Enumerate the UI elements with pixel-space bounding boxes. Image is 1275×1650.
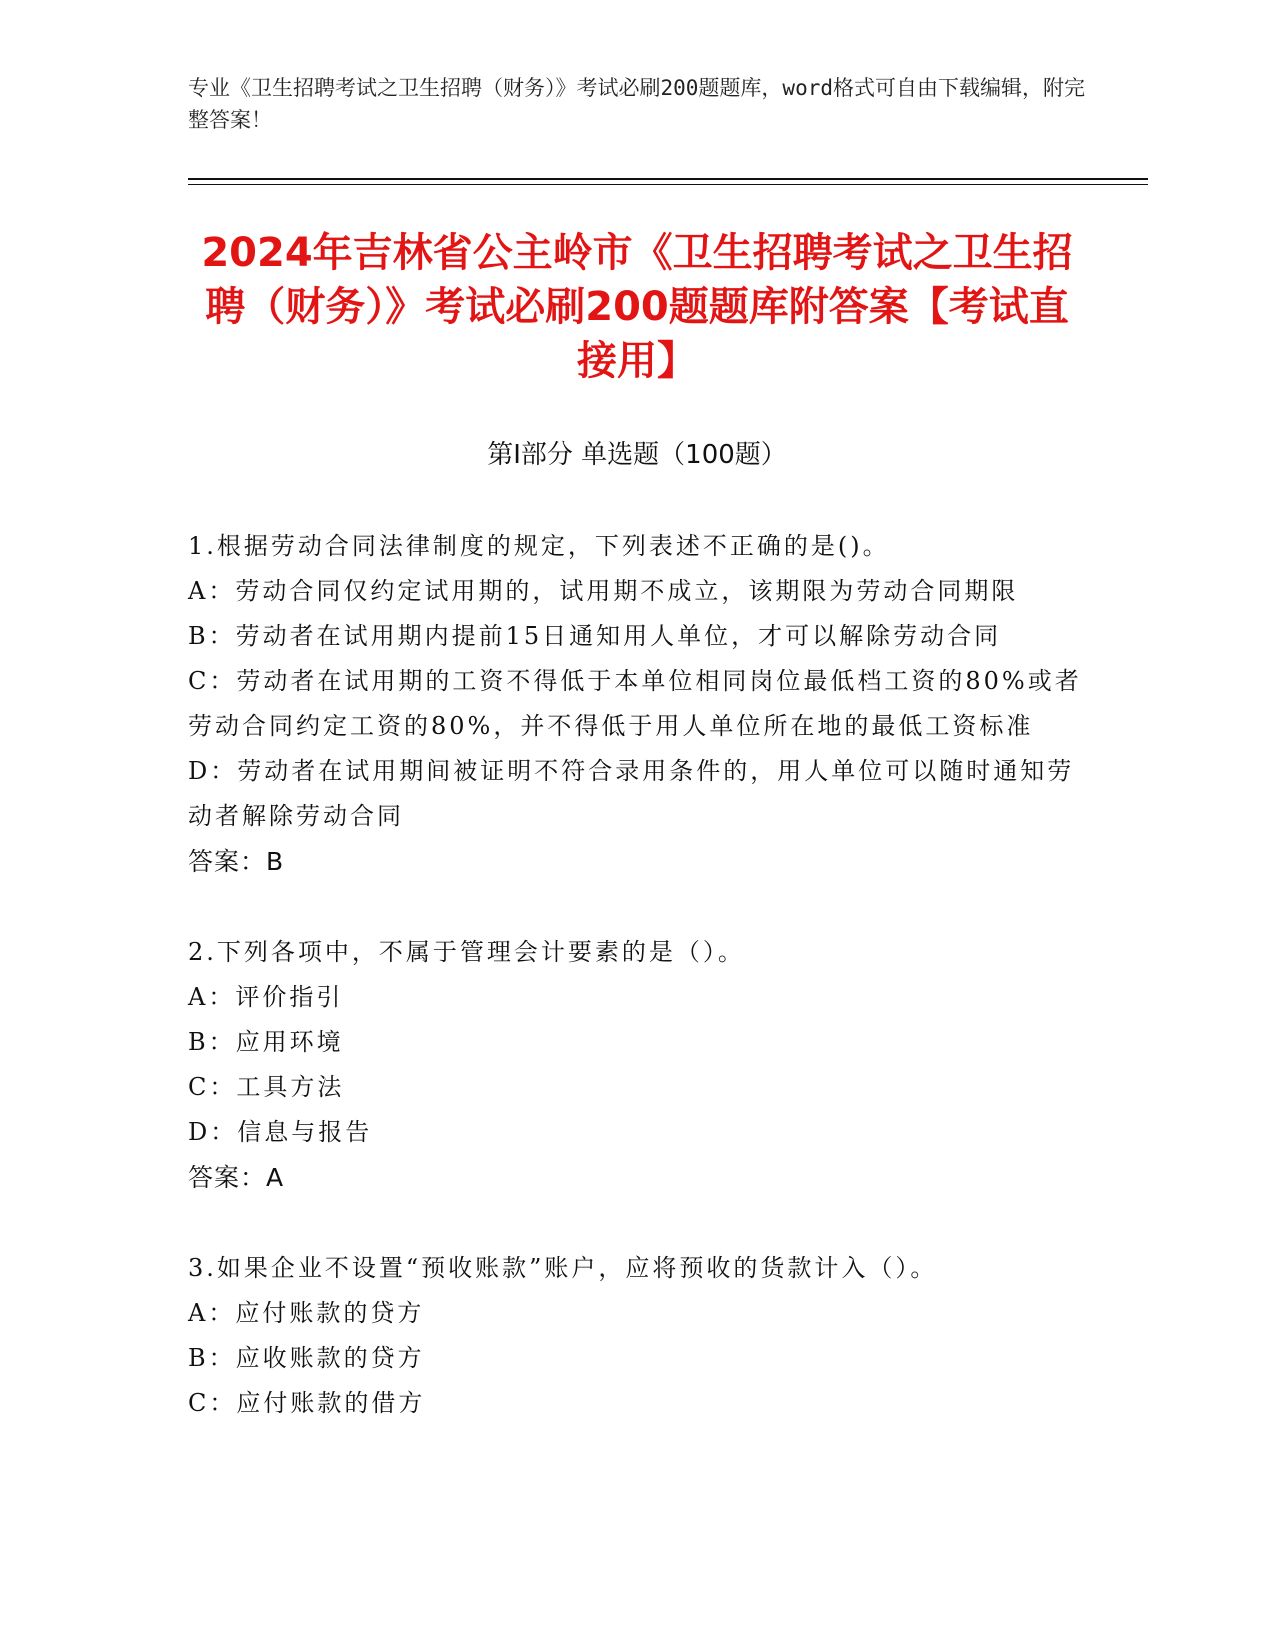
- question-stem: 1.根据劳动合同法律制度的规定，下列表述不正确的是()。: [188, 532, 890, 560]
- answer-line: 答案：B: [188, 847, 285, 876]
- header-divider-thick: [188, 178, 1148, 180]
- option-a: A：劳动合同仅约定试用期的，试用期不成立，该期限为劳动合同期限: [188, 577, 1019, 605]
- option-b: B：应用环境: [188, 1028, 344, 1056]
- option-d: D：信息与报告: [188, 1118, 373, 1146]
- option-a: A：应付账款的贷方: [188, 1299, 425, 1327]
- question-1: [188, 524, 1088, 884]
- section-title: 第I部分 单选题（100题）: [487, 440, 787, 470]
- option-a: A：评价指引: [188, 983, 344, 1011]
- option-c: C：工具方法: [188, 1073, 345, 1101]
- option-b: B：应收账款的贷方: [188, 1344, 425, 1372]
- question-stem: 3.如果企业不设置“预收账款”账户，应将预收的货款计入（）。: [188, 1254, 938, 1282]
- question-list: [188, 524, 1088, 1472]
- option-c: C：应付账款的借方: [188, 1389, 426, 1417]
- option-c: C：劳动者在试用期的工资不得低于本单位相同岗位最低档工资的80%或者劳动合同约定工资的80%，并不得低于用人单位所在地的最低工资标准: [188, 667, 1082, 740]
- question-3: [188, 1246, 1088, 1426]
- answer-line: 答案：A: [188, 1163, 285, 1192]
- document-title: 2024年吉林省公主岭市《卫生招聘考试之卫生招聘（财务）》考试必刷200题题库附答案【考试直接用】: [201, 230, 1073, 384]
- header-divider-thin: [188, 184, 1148, 185]
- question-stem: 2.下列各项中，不属于管理会计要素的是（）。: [188, 938, 745, 966]
- option-b: B：劳动者在试用期内提前15日通知用人单位，才可以解除劳动合同: [188, 622, 1002, 650]
- header-note: 专业《卫生招聘考试之卫生招聘（财务）》考试必刷200题题库，word格式可自由下载编辑，附完整答案！: [188, 76, 1085, 132]
- question-2: [188, 930, 1088, 1200]
- option-d: D：劳动者在试用期间被证明不符合录用条件的，用人单位可以随时通知劳动者解除劳动合同: [188, 757, 1075, 830]
